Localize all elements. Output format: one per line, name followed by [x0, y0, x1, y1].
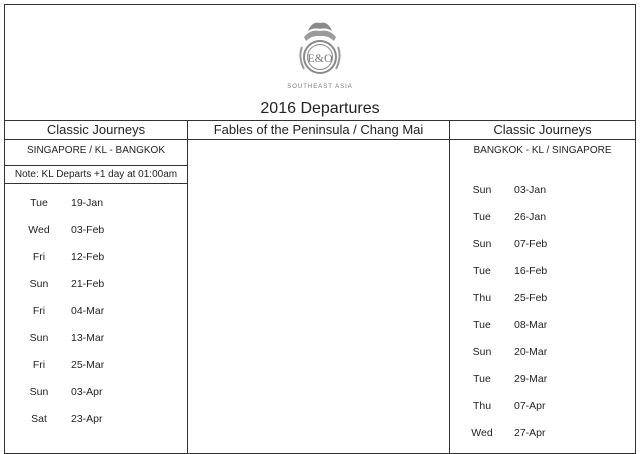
day-label: Fri — [32, 305, 46, 317]
day-label: Fri — [32, 251, 46, 263]
date-label: 03-Apr — [71, 386, 103, 398]
date-label: 27-Apr — [514, 427, 546, 439]
date-label: 29-Mar — [514, 373, 548, 385]
day-label: Thu — [472, 292, 492, 304]
day-label: Sat — [31, 413, 47, 425]
day-label: Tue — [473, 373, 491, 385]
logo-subtitle: SOUTHEAST ASIA — [287, 84, 353, 90]
day-label: Sun — [472, 184, 492, 196]
day-label: Sun — [29, 332, 49, 344]
column-header-1: Classic Journeys — [5, 120, 187, 140]
date-label: 19-Jan — [71, 197, 104, 209]
date-label: 21-Feb — [71, 278, 105, 290]
day-label: Sun — [29, 386, 49, 398]
day-label: Fri — [32, 359, 46, 371]
brand-logo — [5, 17, 635, 90]
day-label: Wed — [471, 427, 493, 439]
day-label: Sun — [472, 238, 492, 250]
departures-sheet — [4, 4, 636, 454]
date-label: 07-Feb — [514, 238, 548, 250]
day-label: Tue — [473, 211, 491, 223]
date-label: 03-Jan — [514, 184, 547, 196]
route-label: SINGAPORE / KL - BANGKOK — [27, 145, 165, 156]
page-title: 2016 Departures — [5, 98, 635, 121]
date-label: 13-Mar — [71, 332, 105, 344]
date-label: 25-Mar — [71, 359, 105, 371]
lion-crest-icon — [290, 17, 350, 83]
column-header-3: Classic Journeys — [450, 120, 635, 140]
day-label: Sun — [472, 346, 492, 358]
logo-monogram: E&O — [307, 51, 333, 65]
date-label: 07-Apr — [514, 400, 546, 412]
column-divider — [449, 120, 450, 453]
date-label: 26-Jan — [514, 211, 547, 223]
column-header-2: Fables of the Peninsula / Chang Mai — [188, 120, 449, 140]
date-label: 03-Feb — [71, 224, 105, 236]
date-label: 16-Feb — [514, 265, 548, 277]
day-label: Tue — [30, 197, 48, 209]
date-label: 20-Mar — [514, 346, 548, 358]
route-label: BANGKOK - KL / SINGAPORE — [473, 145, 612, 156]
day-label: Tue — [473, 265, 491, 277]
day-label: Thu — [472, 400, 492, 412]
date-label: 23-Apr — [71, 413, 103, 425]
date-label: 08-Mar — [514, 319, 548, 331]
column-divider — [187, 120, 188, 453]
day-label: Sun — [29, 278, 49, 290]
day-label: Tue — [473, 319, 491, 331]
date-label: 25-Feb — [514, 292, 548, 304]
date-label: 04-Mar — [71, 305, 105, 317]
day-label: Wed — [28, 224, 50, 236]
date-label: 12-Feb — [71, 251, 105, 263]
departure-note: Note: KL Departs +1 day at 01:00am — [5, 165, 187, 184]
